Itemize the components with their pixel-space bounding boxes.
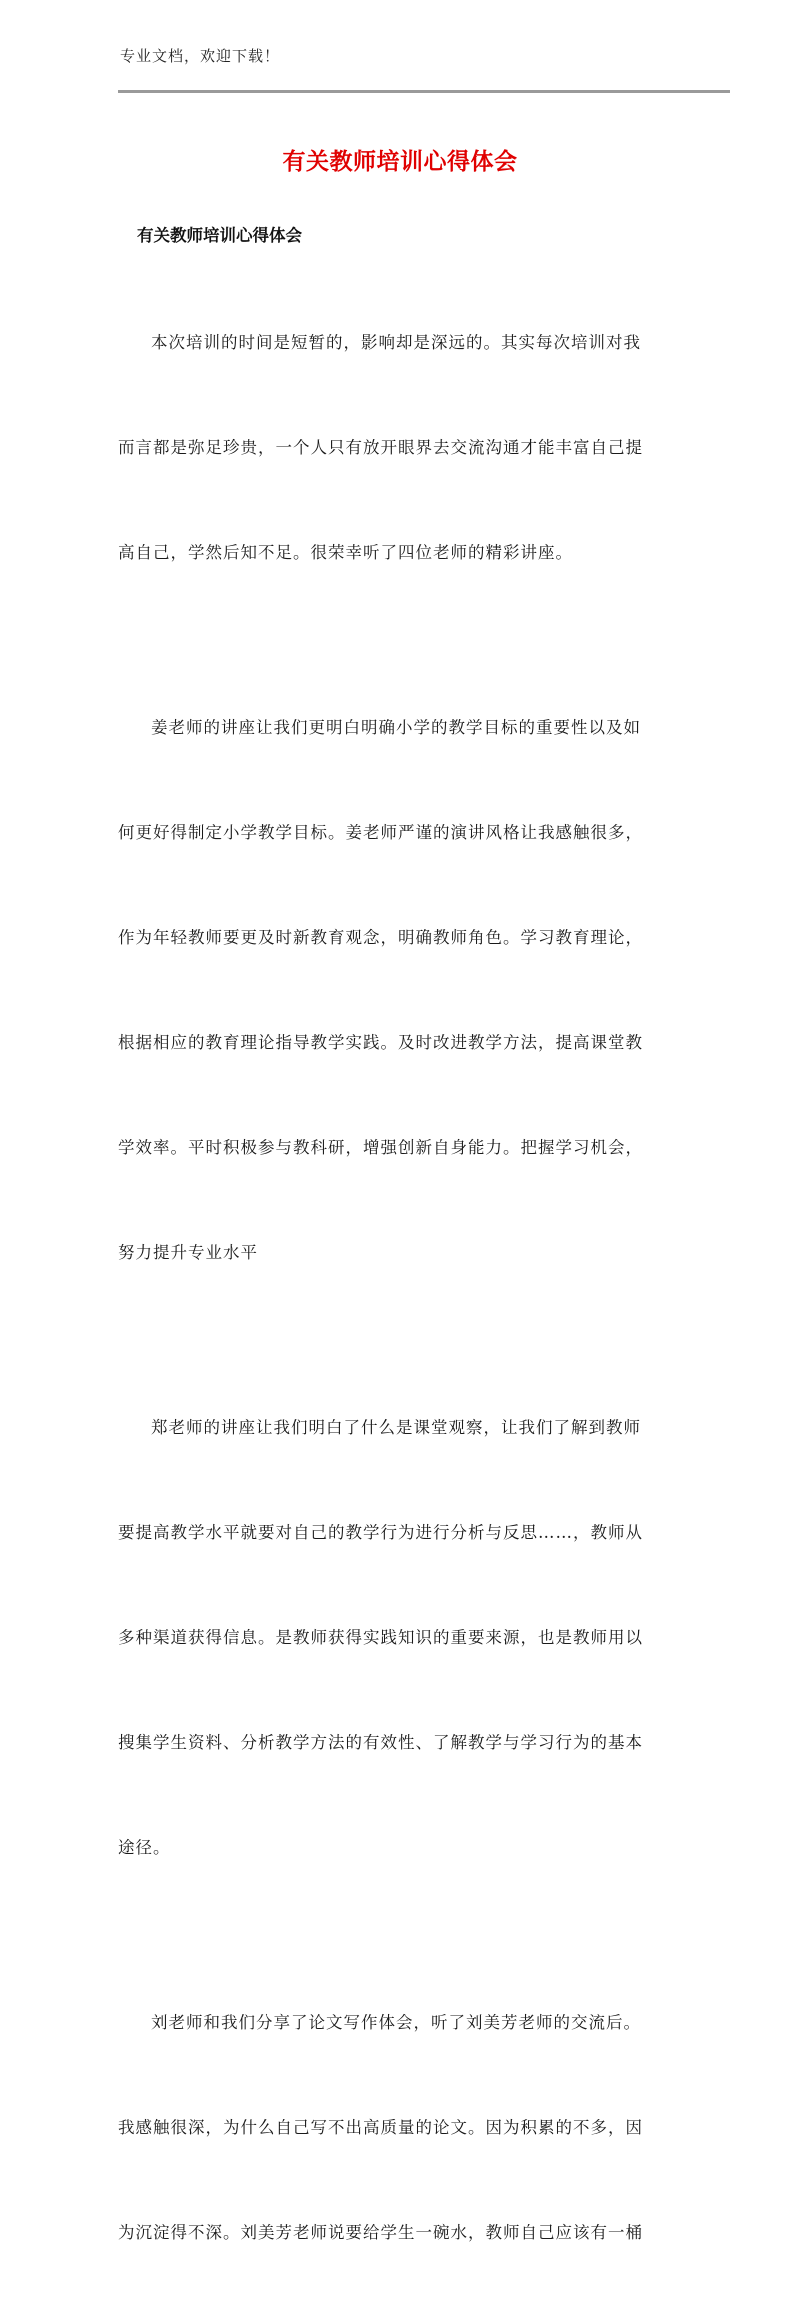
text-line: 而言都是弥足珍贵，一个人只有放开眼界去交流沟通才能丰富自己提	[118, 438, 643, 457]
text-line: 多种渠道获得信息。是教师获得实践知识的重要来源，也是教师用以	[118, 1628, 643, 1647]
text-line: 根据相应的教育理论指导教学实践。及时改进教学方法，提高课堂教	[118, 1033, 643, 1052]
paragraph	[118, 1340, 688, 1935]
paragraph	[118, 255, 688, 640]
text-line: 刘老师和我们分享了论文写作体会，听了刘美芳老师的交流后。	[151, 2013, 641, 2032]
text-line: 高自己，学然后知不足。很荣幸听了四位老师的精彩讲座。	[118, 543, 573, 562]
document-title: 有关教师培训心得体会	[282, 149, 518, 175]
paragraph	[118, 640, 688, 1340]
text-line: 努力提升专业水平	[118, 1243, 258, 1262]
document-body	[118, 255, 688, 2320]
text-line: 搜集学生资料、分析教学方法的有效性、了解教学与学习行为的基本	[118, 1733, 643, 1752]
text-line: 姜老师的讲座让我们更明白明确小学的教学目标的重要性以及如	[151, 718, 641, 737]
text-line: 本次培训的时间是短暂的，影响却是深远的。其实每次培训对我	[151, 333, 641, 352]
text-line: 郑老师的讲座让我们明白了什么是课堂观察，让我们了解到教师	[151, 1418, 641, 1437]
header-note: 专业文档，欢迎下载！	[120, 47, 281, 65]
text-line: 何更好得制定小学教学目标。姜老师严谨的演讲风格让我感触很多，	[118, 823, 643, 842]
text-line: 学效率。平时积极参与教科研，增强创新自身能力。把握学习机会，	[118, 1138, 643, 1157]
document-subtitle: 有关教师培训心得体会	[137, 226, 302, 245]
paragraph	[118, 1935, 688, 2320]
text-line: 途径。	[118, 1838, 171, 1857]
text-line: 要提高教学水平就要对自己的教学行为进行分析与反思……，教师从	[118, 1523, 643, 1542]
text-line: 我感触很深，为什么自己写不出高质量的论文。因为积累的不多，因	[118, 2118, 643, 2137]
text-line: 作为年轻教师要更及时新教育观念，明确教师角色。学习教育理论，	[118, 928, 643, 947]
text-line: 为沉淀得不深。刘美芳老师说要给学生一碗水，教师自己应该有一桶	[118, 2223, 643, 2242]
header-divider	[118, 90, 730, 93]
